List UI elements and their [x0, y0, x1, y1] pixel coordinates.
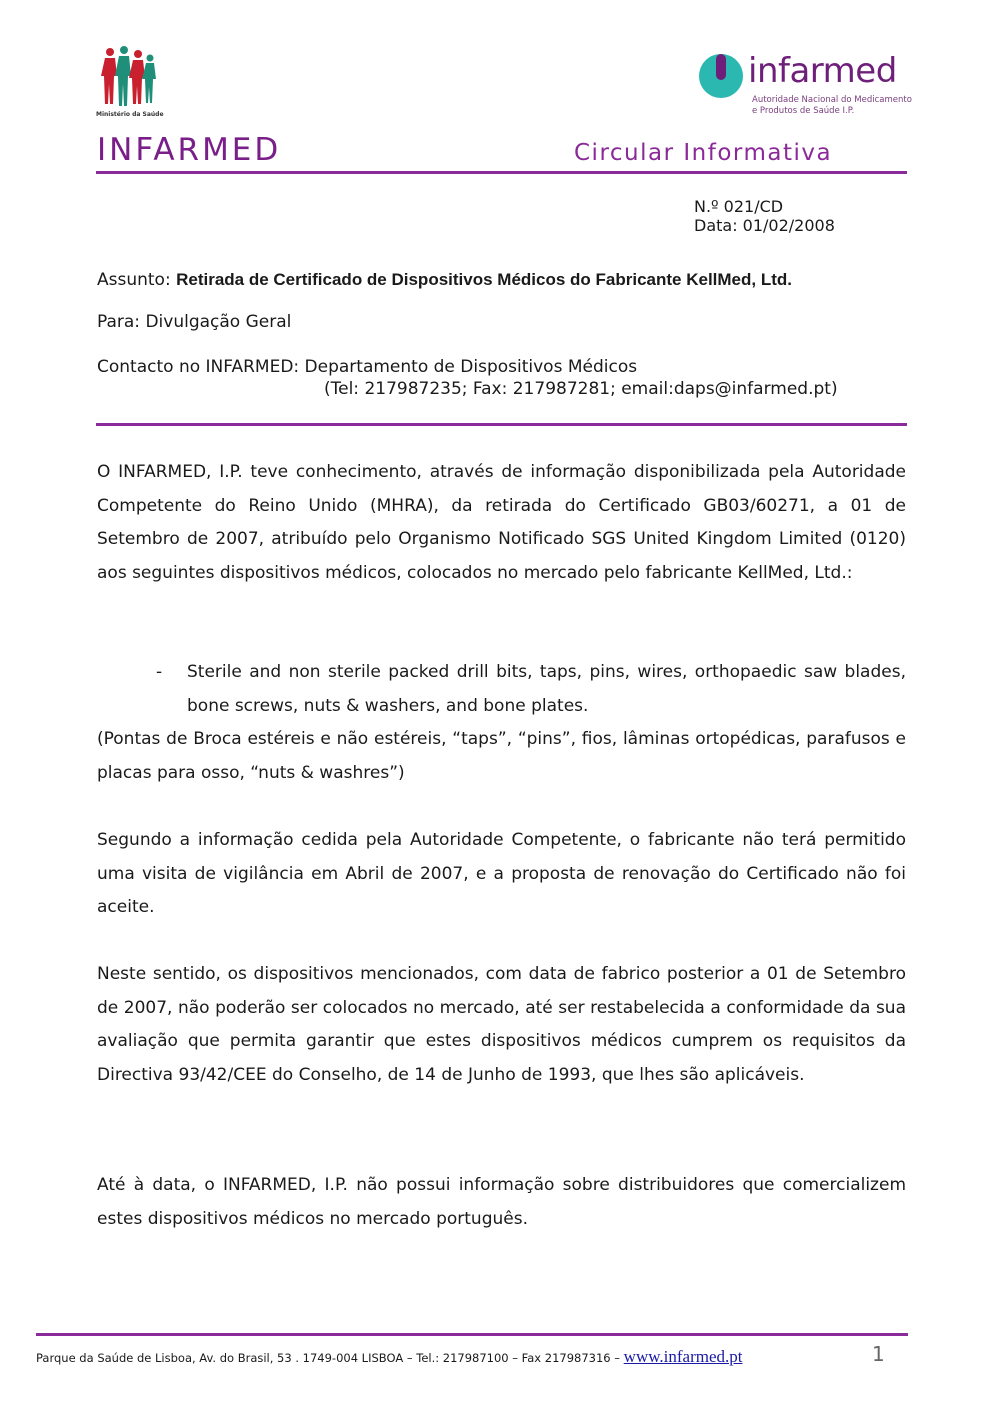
header-title-circular: Circular Informativa: [574, 140, 833, 166]
ministerio-saude-logo-text: Ministério da Saúde: [96, 111, 164, 118]
body-paragraph-2: Segundo a informação cedida pela Autoridade Competente, o fabricante não terá permitido uma visita de vigilância em Abril de 2007, e a proposta de renovação do Certificado não foi aceite.: [97, 830, 906, 918]
bullet-item: Sterile and non sterile packed drill bits, taps, pins, wires, orthopaedic saw blades, bone screws, nuts & washers, and bone plates.: [187, 662, 906, 716]
body-paragraph-1: O INFARMED, I.P. teve conhecimento, através de informação disponibilizada pela Autoridade Competente do Reino Unido (MHRA), da retirada do Certificado GB03/60271, a 01 de Setembro de 2007, atribuído pelo Organismo Notificado SGS United Kingdom Limited (0120) aos seguintes dispositivos médicos, colocados no mercado pelo fabricante KellMed, Ltd.:: [97, 462, 906, 583]
footer-address: [36, 1347, 742, 1367]
page-number: 1: [872, 1342, 885, 1366]
header-divider: [96, 171, 907, 174]
subject-label: Assunto:: [97, 270, 177, 290]
recipient-line: Para: Divulgação Geral: [97, 312, 292, 332]
body-paragraph-4: Até à data, o INFARMED, I.P. não possui informação sobre distribuidores que comercializem estes dispositivos médicos no mercado português.: [97, 1175, 906, 1229]
infarmed-logo-subtitle-2: e Produtos de Saúde I.P.: [752, 106, 855, 116]
infarmed-logo-word: infarmed: [748, 51, 897, 91]
footer-divider: [36, 1333, 908, 1336]
bullet-translation: (Pontas de Broca estéreis e não estéreis, “taps”, “pins”, fios, lâminas ortopédicas, parafusos e placas para osso, “nuts & washres”): [97, 729, 906, 783]
circular-number: N.º 021/CD: [694, 197, 784, 216]
contact-line-2: (Tel: 217987235; Fax: 217987281; email:daps@infarmed.pt): [324, 379, 838, 399]
infarmed-logo-subtitle-1: Autoridade Nacional do Medicamento: [752, 95, 912, 105]
contact-divider: [96, 423, 907, 426]
contact-line-1: Contacto no INFARMED: Departamento de Dispositivos Médicos: [97, 357, 638, 377]
footer-website-link[interactable]: www.infarmed.pt: [623, 1347, 743, 1366]
subject-text: Retirada de Certificado de Dispositivos Médicos do Fabricante KellMed, Ltd.: [176, 270, 792, 289]
infarmed-logo-icon: [697, 52, 745, 100]
header-title-infarmed: INFARMED: [97, 132, 282, 168]
footer-address-text: Parque da Saúde de Lisboa, Av. do Brasil, 53 . 1749-004 LISBOA – Tel.: 217987100 – Fax 217987316 –: [36, 1351, 624, 1365]
ministerio-saude-logo: [98, 44, 158, 120]
circular-date: Data: 01/02/2008: [694, 216, 835, 235]
body-paragraph-3: Neste sentido, os dispositivos mencionados, com data de fabrico posterior a 01 de Setembro de 2007, não poderão ser colocados no mercado, até ser restabelecida a conformidade da sua avaliação que permita garantir que estes dispositivos médicos cumprem os requisitos da Directiva 93/42/CEE do Conselho, de 14 de Junho de 1993, que lhes são aplicáveis.: [97, 964, 906, 1085]
subject-line: [97, 270, 792, 290]
bullet-dash: -: [156, 662, 163, 682]
